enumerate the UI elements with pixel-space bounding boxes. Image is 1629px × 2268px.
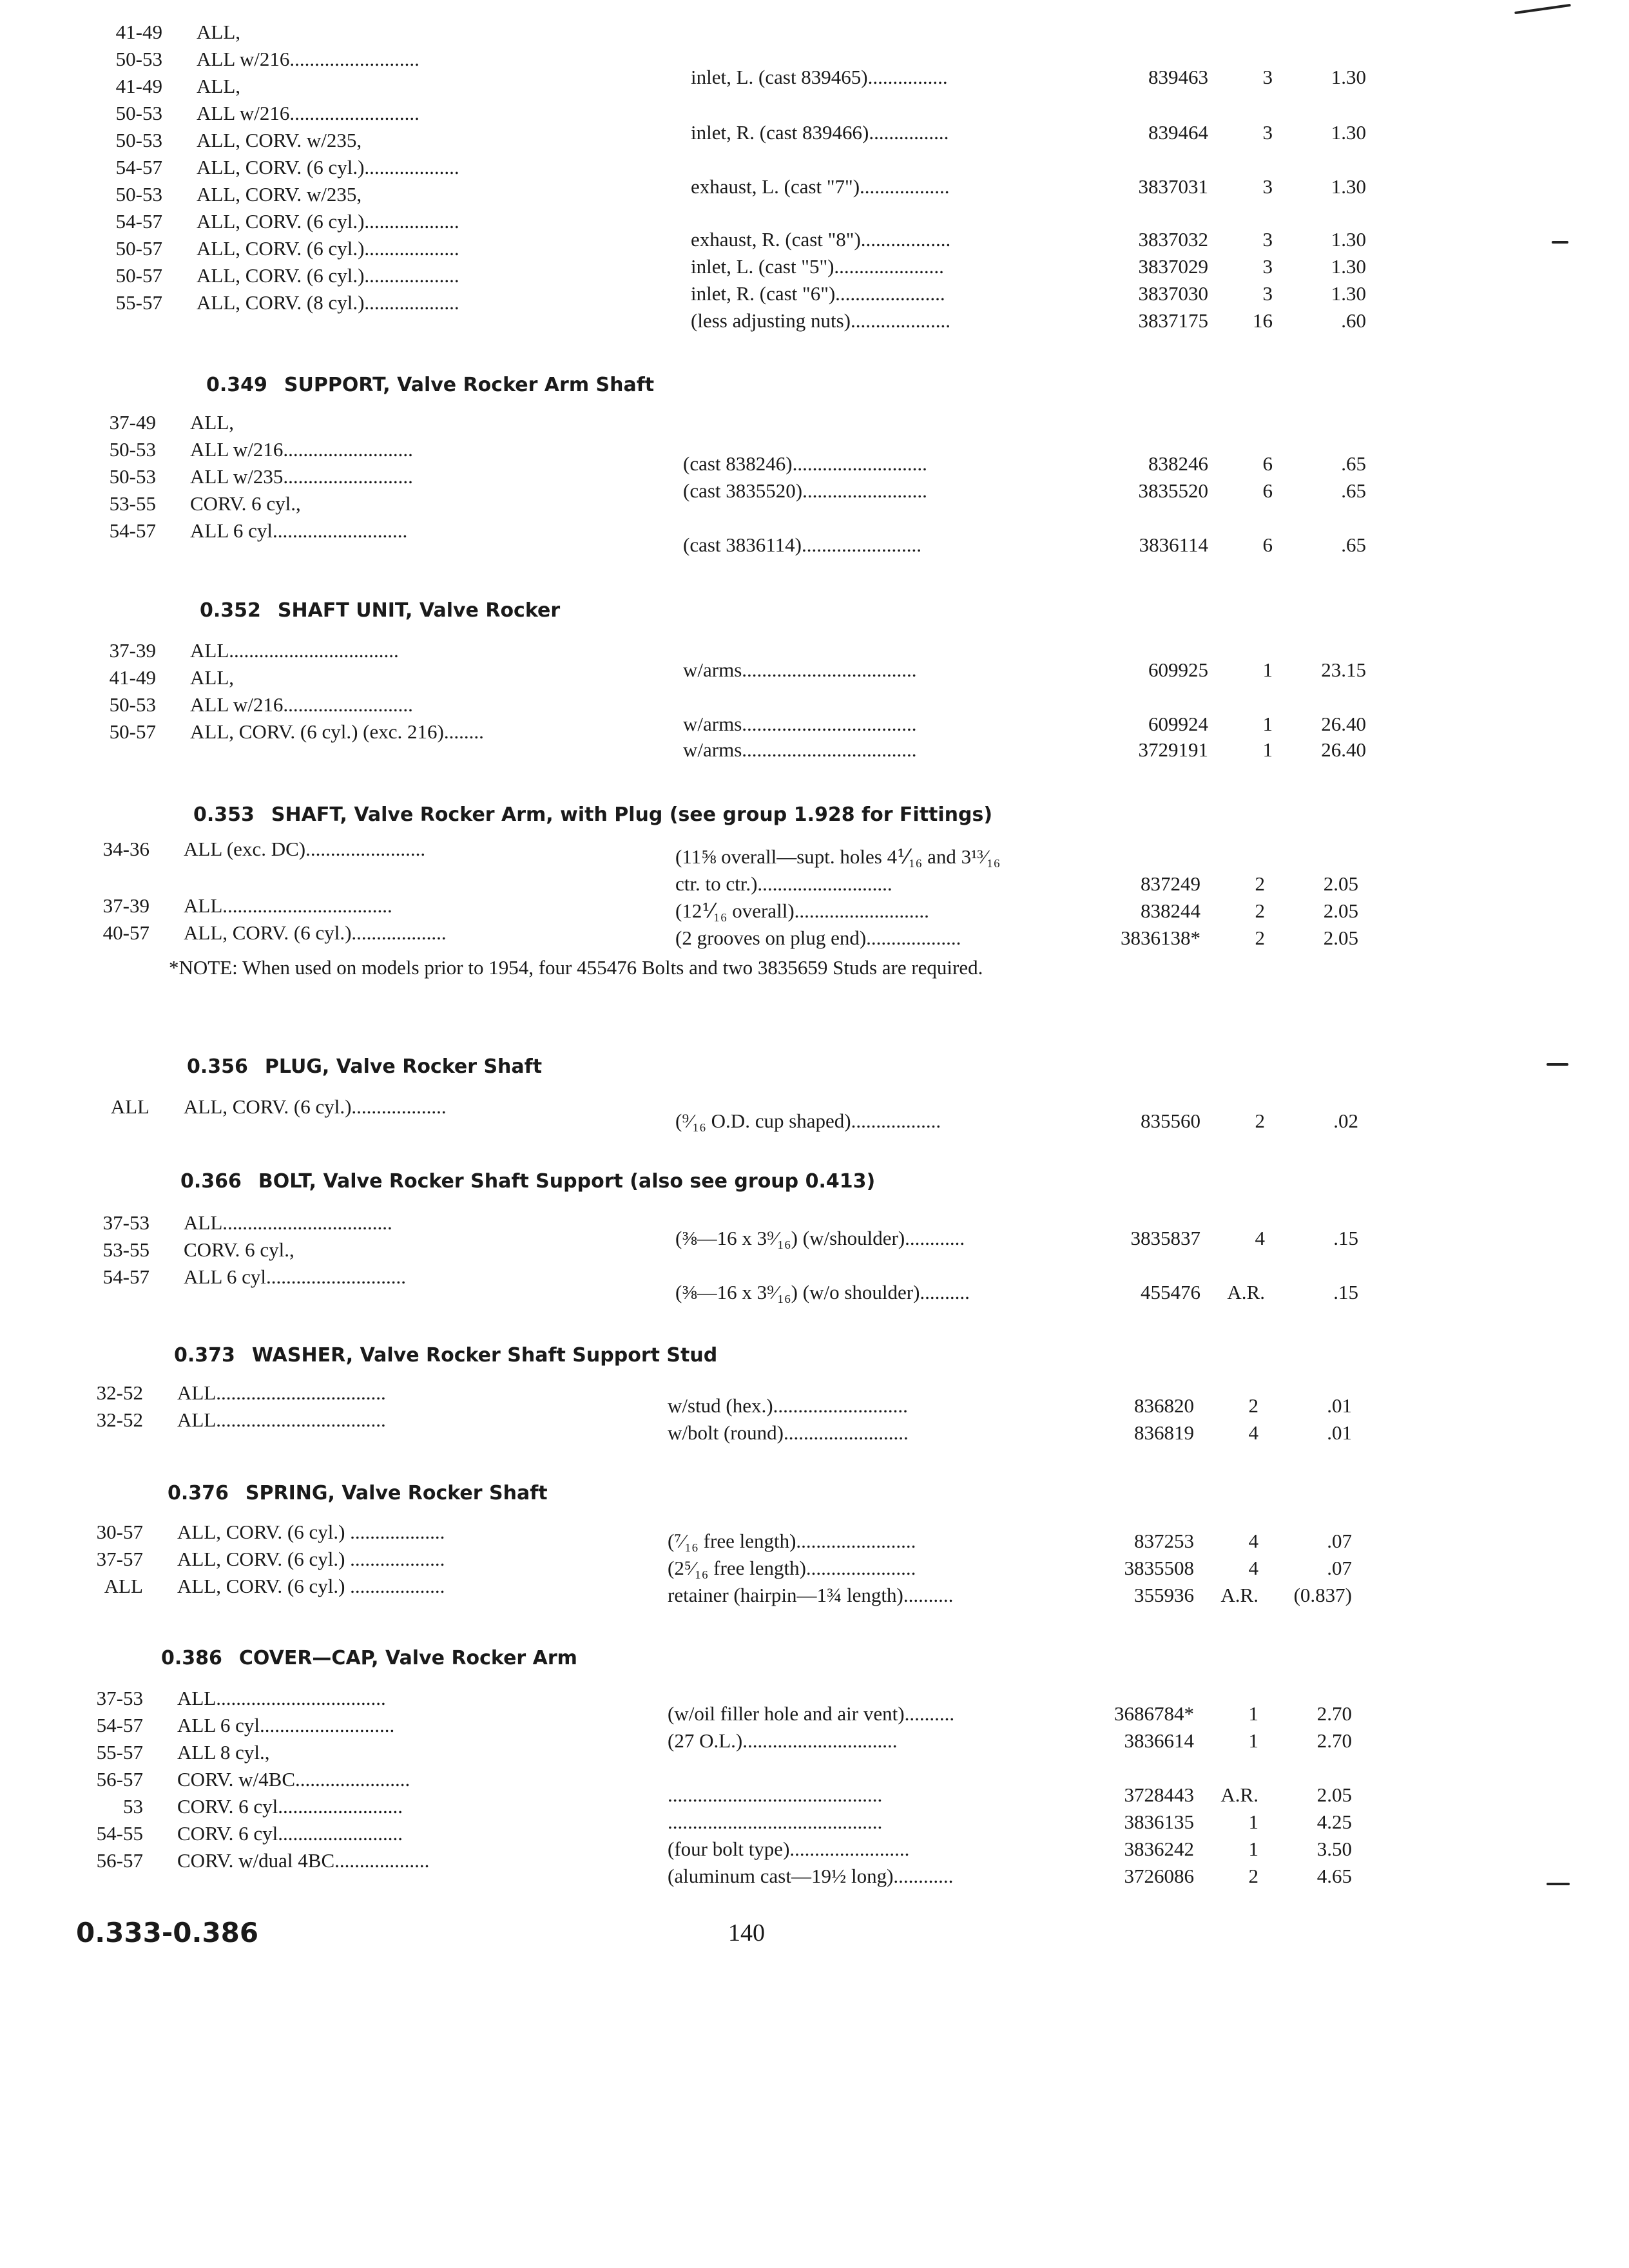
- model-year: 50-53: [109, 693, 156, 716]
- section-code: 0.376: [168, 1482, 229, 1504]
- quantity: 2: [1255, 872, 1265, 895]
- list-price: 1.30: [1331, 175, 1366, 198]
- model-year: 50-53: [115, 102, 162, 124]
- model-application: ALL, CORV. (6 cyl.)...................: [197, 264, 459, 287]
- part-description: (w/oil filler hole and air vent)..........: [668, 1702, 955, 1725]
- model-year: 30-57: [96, 1521, 143, 1543]
- part-number: 3728443: [1124, 1783, 1194, 1806]
- list-price: 2.05: [1316, 1783, 1352, 1806]
- model-application: ALL..................................: [177, 1408, 386, 1431]
- part-number: 3837175: [1138, 309, 1208, 332]
- margin-mark: [1547, 1883, 1570, 1885]
- part-description: w/bolt (round).........................: [668, 1421, 909, 1444]
- model-application: ALL, CORV. (6 cyl.) (exc. 216)........: [190, 720, 484, 743]
- quantity: 3: [1262, 121, 1273, 144]
- section-heading: [168, 1481, 548, 1506]
- quantity: 4: [1255, 1227, 1265, 1249]
- part-number: 609925: [1148, 658, 1208, 681]
- part-number: 3835520: [1138, 479, 1208, 502]
- page-number: 140: [728, 1919, 765, 1946]
- quantity: 2: [1255, 899, 1265, 922]
- quantity: 1: [1248, 1729, 1258, 1752]
- model-application: ALL, CORV. (6 cyl.)...................: [184, 1095, 447, 1118]
- part-description: ...........................................: [668, 1783, 883, 1806]
- section-code: 0.352: [200, 599, 261, 622]
- part-number: 839463: [1148, 66, 1208, 88]
- part-number: 3836135: [1124, 1811, 1194, 1833]
- model-year: 54-57: [102, 1265, 149, 1288]
- part-description: (⅜—16 x 3⁹⁄₁₆) (w/o shoulder)..........: [675, 1281, 970, 1303]
- part-number: 3686784*: [1114, 1702, 1194, 1725]
- model-year: 37-53: [102, 1211, 149, 1234]
- model-application: ALL, CORV. (6 cyl.)...................: [197, 237, 459, 260]
- model-year: 54-57: [115, 156, 162, 178]
- quantity: 6: [1262, 479, 1273, 502]
- model-application: ALL 6 cyl............................: [184, 1265, 406, 1288]
- model-application: ALL..................................: [184, 1211, 392, 1234]
- part-number: 839464: [1148, 121, 1208, 144]
- part-number: 3837032: [1138, 228, 1208, 251]
- model-year: ALL: [104, 1575, 143, 1597]
- part-description: w/stud (hex.)...........................: [668, 1394, 908, 1417]
- model-year: 55-57: [115, 291, 162, 314]
- part-description: (11⅝ overall—supt. holes 4⅟₁₆ and 3¹³⁄₁₆: [675, 845, 1001, 868]
- list-price: 2.05: [1323, 872, 1358, 895]
- quantity: 6: [1262, 533, 1273, 556]
- section-heading: [206, 372, 654, 398]
- section-heading: [174, 1343, 717, 1369]
- quantity: 2: [1248, 1865, 1258, 1887]
- model-year: 40-57: [102, 921, 149, 944]
- list-price: .01: [1327, 1421, 1352, 1444]
- list-price: 26.40: [1321, 713, 1366, 735]
- part-description: exhaust, R. (cast "8")..................: [691, 228, 951, 251]
- section-title: SHAFT, Valve Rocker Arm, with Plug (see group 1.928 for Fittings): [271, 803, 993, 826]
- list-price: 1.30: [1331, 255, 1366, 278]
- part-number: 836820: [1134, 1394, 1194, 1417]
- part-number: 836819: [1134, 1421, 1194, 1444]
- list-price: .07: [1327, 1530, 1352, 1552]
- list-price: 26.40: [1321, 738, 1366, 761]
- part-number: 3836614: [1124, 1729, 1194, 1752]
- section-code: 0.386: [161, 1647, 222, 1669]
- model-year: 41-49: [115, 75, 162, 97]
- model-application: ALL, CORV. (6 cyl.) ...................: [177, 1548, 445, 1570]
- model-year: 37-53: [96, 1687, 143, 1709]
- section-title: SUPPORT, Valve Rocker Arm Shaft: [284, 374, 655, 396]
- part-description: w/arms...................................: [683, 713, 917, 735]
- list-price: 2.05: [1323, 899, 1358, 922]
- model-year: 50-57: [109, 720, 156, 743]
- quantity: 3: [1262, 66, 1273, 88]
- list-price: (0.837): [1293, 1584, 1352, 1606]
- section-heading: [200, 598, 560, 624]
- quantity: 2: [1255, 1110, 1265, 1132]
- quantity: 1: [1262, 713, 1273, 735]
- model-application: CORV. w/dual 4BC...................: [177, 1849, 430, 1872]
- list-price: .15: [1333, 1281, 1358, 1303]
- list-price: .15: [1333, 1227, 1358, 1249]
- part-description: (cast 3835520).........................: [683, 479, 927, 502]
- model-year: 37-39: [109, 639, 156, 662]
- part-number: 3836114: [1139, 533, 1208, 556]
- quantity: 3: [1262, 175, 1273, 198]
- model-application: ALL w/235..........................: [190, 465, 413, 488]
- model-application: ALL, CORV. (8 cyl.)...................: [197, 291, 459, 314]
- list-price: 2.70: [1316, 1702, 1352, 1725]
- list-price: .65: [1341, 452, 1366, 475]
- model-year: 50-53: [109, 438, 156, 461]
- model-application: ALL..................................: [184, 894, 392, 917]
- model-year: 56-57: [96, 1768, 143, 1791]
- quantity: 16: [1253, 309, 1273, 332]
- model-year: 50-53: [109, 465, 156, 488]
- part-number: 3835508: [1124, 1557, 1194, 1579]
- model-year: ALL: [110, 1095, 149, 1118]
- model-year: 54-57: [109, 519, 156, 542]
- list-price: .02: [1333, 1110, 1358, 1132]
- list-price: 2.05: [1323, 927, 1358, 949]
- part-description: ...........................................: [668, 1811, 883, 1833]
- part-description: exhaust, L. (cast "7")..................: [691, 175, 950, 198]
- quantity: 2: [1255, 927, 1265, 949]
- part-number: 3837030: [1138, 282, 1208, 305]
- model-application: ALL, CORV. (6 cyl.) ...................: [177, 1521, 445, 1543]
- list-price: 1.30: [1331, 282, 1366, 305]
- model-year: 50-57: [115, 264, 162, 287]
- part-number: 3837031: [1138, 175, 1208, 198]
- part-number: 837249: [1141, 872, 1200, 895]
- part-number: 355936: [1134, 1584, 1194, 1606]
- model-application: ALL, CORV. (6 cyl.)...................: [184, 921, 447, 944]
- section-code: 0.366: [180, 1170, 242, 1193]
- part-number: 838244: [1141, 899, 1200, 922]
- list-price: 2.70: [1316, 1729, 1352, 1752]
- note-text: *NOTE: When used on models prior to 1954, four 455476 Bolts and two 3835659 Studs are required.: [169, 956, 983, 979]
- model-application: ALL 8 cyl.,: [177, 1741, 270, 1763]
- model-year: 54-57: [115, 210, 162, 233]
- part-number: 3836242: [1124, 1838, 1194, 1860]
- model-application: ALL, CORV. (6 cyl.)...................: [197, 210, 459, 233]
- quantity: 1: [1262, 738, 1273, 761]
- model-year: 50-57: [115, 237, 162, 260]
- model-application: ALL w/216..........................: [190, 438, 413, 461]
- footer-group-code: 0.333-0.386: [76, 1917, 259, 1948]
- list-price: 1.30: [1331, 66, 1366, 88]
- part-description: ctr. to ctr.)...........................: [675, 872, 892, 895]
- model-year: 53: [123, 1795, 143, 1818]
- quantity: 2: [1248, 1394, 1258, 1417]
- part-number: 3837029: [1138, 255, 1208, 278]
- model-year: 50-53: [115, 129, 162, 151]
- part-number: 455476: [1141, 1281, 1200, 1303]
- model-year: 50-53: [115, 183, 162, 206]
- model-application: ALL w/216..........................: [197, 102, 419, 124]
- model-application: ALL 6 cyl...........................: [190, 519, 408, 542]
- model-application: ALL,: [190, 411, 235, 434]
- list-price: .65: [1341, 533, 1366, 556]
- section-code: 0.349: [206, 374, 267, 396]
- model-year: 54-57: [96, 1714, 143, 1736]
- model-application: ALL w/216..........................: [197, 48, 419, 70]
- section-heading: [187, 1054, 542, 1080]
- model-application: CORV. w/4BC.......................: [177, 1768, 410, 1791]
- part-description: inlet, R. (cast 839466)................: [691, 121, 949, 144]
- part-description: w/arms...................................: [683, 658, 917, 681]
- model-year: 34-36: [102, 838, 149, 860]
- quantity: 6: [1262, 452, 1273, 475]
- section-code: 0.373: [174, 1344, 235, 1367]
- list-price: 4.25: [1316, 1811, 1352, 1833]
- margin-mark: [1552, 241, 1568, 244]
- list-price: 3.50: [1316, 1838, 1352, 1860]
- quantity: 4: [1248, 1557, 1258, 1579]
- model-application: CORV. 6 cyl.........................: [177, 1795, 403, 1818]
- model-year: 37-57: [96, 1548, 143, 1570]
- model-year: 54-55: [96, 1822, 143, 1845]
- model-year: 55-57: [96, 1741, 143, 1763]
- section-title: SHAFT UNIT, Valve Rocker: [277, 599, 561, 622]
- model-application: ALL, CORV. w/235,: [197, 129, 362, 151]
- part-number: 835560: [1141, 1110, 1200, 1132]
- section-title: PLUG, Valve Rocker Shaft: [264, 1055, 543, 1078]
- section-title: BOLT, Valve Rocker Shaft Support (also see group 0.413): [258, 1170, 876, 1193]
- part-number: 3835837: [1130, 1227, 1200, 1249]
- section-code: 0.353: [193, 803, 255, 826]
- list-price: .01: [1327, 1394, 1352, 1417]
- list-price: .65: [1341, 479, 1366, 502]
- part-description: inlet, R. (cast "6")......................: [691, 282, 945, 305]
- quantity: 3: [1262, 282, 1273, 305]
- section-code: 0.356: [187, 1055, 248, 1078]
- quantity: A.R.: [1227, 1281, 1265, 1303]
- model-year: 53-55: [102, 1238, 149, 1261]
- part-description: (cast 3836114)........................: [683, 533, 921, 556]
- part-description: (2 grooves on plug end)...................: [675, 927, 961, 949]
- part-description: (less adjusting nuts)....................: [691, 309, 950, 332]
- list-price: 1.30: [1331, 121, 1366, 144]
- margin-mark: [1514, 4, 1571, 14]
- model-application: ALL (exc. DC)........................: [184, 838, 426, 860]
- model-year: 32-52: [96, 1408, 143, 1431]
- part-description: (⁹⁄₁₆ O.D. cup shaped)..................: [675, 1110, 941, 1132]
- part-number: 838246: [1148, 452, 1208, 475]
- list-price: 4.65: [1316, 1865, 1352, 1887]
- section-heading: [161, 1646, 577, 1671]
- quantity: 3: [1262, 255, 1273, 278]
- model-year: 32-52: [96, 1381, 143, 1404]
- part-number: 3729191: [1138, 738, 1208, 761]
- model-application: ALL,: [190, 666, 235, 689]
- part-number: 837253: [1134, 1530, 1194, 1552]
- list-price: .60: [1341, 309, 1366, 332]
- part-description: inlet, L. (cast 839465)................: [691, 66, 948, 88]
- part-description: inlet, L. (cast "5")......................: [691, 255, 944, 278]
- section-title: WASHER, Valve Rocker Shaft Support Stud: [251, 1344, 718, 1367]
- model-application: CORV. 6 cyl.........................: [177, 1822, 403, 1845]
- quantity: 4: [1248, 1530, 1258, 1552]
- model-application: ALL, CORV. (6 cyl.)...................: [197, 156, 459, 178]
- part-description: (⁷⁄₁₆ free length)........................: [668, 1530, 916, 1552]
- section-title: SPRING, Valve Rocker Shaft: [245, 1482, 548, 1504]
- quantity: A.R.: [1220, 1783, 1258, 1806]
- quantity: 1: [1248, 1811, 1258, 1833]
- section-heading: [193, 802, 992, 828]
- list-price: .07: [1327, 1557, 1352, 1579]
- quantity: 4: [1248, 1421, 1258, 1444]
- list-price: 23.15: [1321, 658, 1366, 681]
- margin-mark: [1547, 1063, 1568, 1066]
- model-application: ALL w/216..........................: [190, 693, 413, 716]
- model-year: 50-53: [115, 48, 162, 70]
- part-number: 3836138*: [1121, 927, 1200, 949]
- part-description: (aluminum cast—19½ long)............: [668, 1865, 954, 1887]
- part-number: 3726086: [1124, 1865, 1194, 1887]
- quantity: 1: [1248, 1702, 1258, 1725]
- model-year: 41-49: [109, 666, 156, 689]
- model-year: 53-55: [109, 492, 156, 515]
- section-heading: [180, 1169, 875, 1195]
- part-description: (⅜—16 x 3⁹⁄₁₆) (w/shoulder)............: [675, 1227, 965, 1249]
- model-application: CORV. 6 cyl.,: [190, 492, 301, 515]
- part-description: (cast 838246)...........................: [683, 452, 927, 475]
- model-year: 56-57: [96, 1849, 143, 1872]
- model-application: ALL..................................: [177, 1687, 386, 1709]
- list-price: 1.30: [1331, 228, 1366, 251]
- part-description: (four bolt type)........................: [668, 1838, 910, 1860]
- model-year: 41-49: [115, 21, 162, 43]
- quantity: 3: [1262, 228, 1273, 251]
- model-year: 37-49: [109, 411, 156, 434]
- model-application: ALL 6 cyl...........................: [177, 1714, 395, 1736]
- part-description: retainer (hairpin—1¾ length)..........: [668, 1584, 954, 1606]
- model-application: ALL,: [197, 21, 241, 43]
- model-application: CORV. 6 cyl.,: [184, 1238, 294, 1261]
- part-number: 609924: [1148, 713, 1208, 735]
- model-application: ALL,: [197, 75, 241, 97]
- quantity: A.R.: [1220, 1584, 1258, 1606]
- model-year: 37-39: [102, 894, 149, 917]
- part-description: (27 O.L.)...............................: [668, 1729, 898, 1752]
- quantity: 1: [1262, 658, 1273, 681]
- model-application: ALL, CORV. (6 cyl.) ...................: [177, 1575, 445, 1597]
- model-application: ALL, CORV. w/235,: [197, 183, 362, 206]
- quantity: 1: [1248, 1838, 1258, 1860]
- part-description: (2⁵⁄₁₆ free length)......................: [668, 1557, 916, 1579]
- model-application: ALL..................................: [190, 639, 399, 662]
- part-description: w/arms...................................: [683, 738, 917, 761]
- section-title: COVER—CAP, Valve Rocker Arm: [238, 1647, 577, 1669]
- part-description: (12⅟₁₆ overall)...........................: [675, 899, 929, 922]
- model-application: ALL..................................: [177, 1381, 386, 1404]
